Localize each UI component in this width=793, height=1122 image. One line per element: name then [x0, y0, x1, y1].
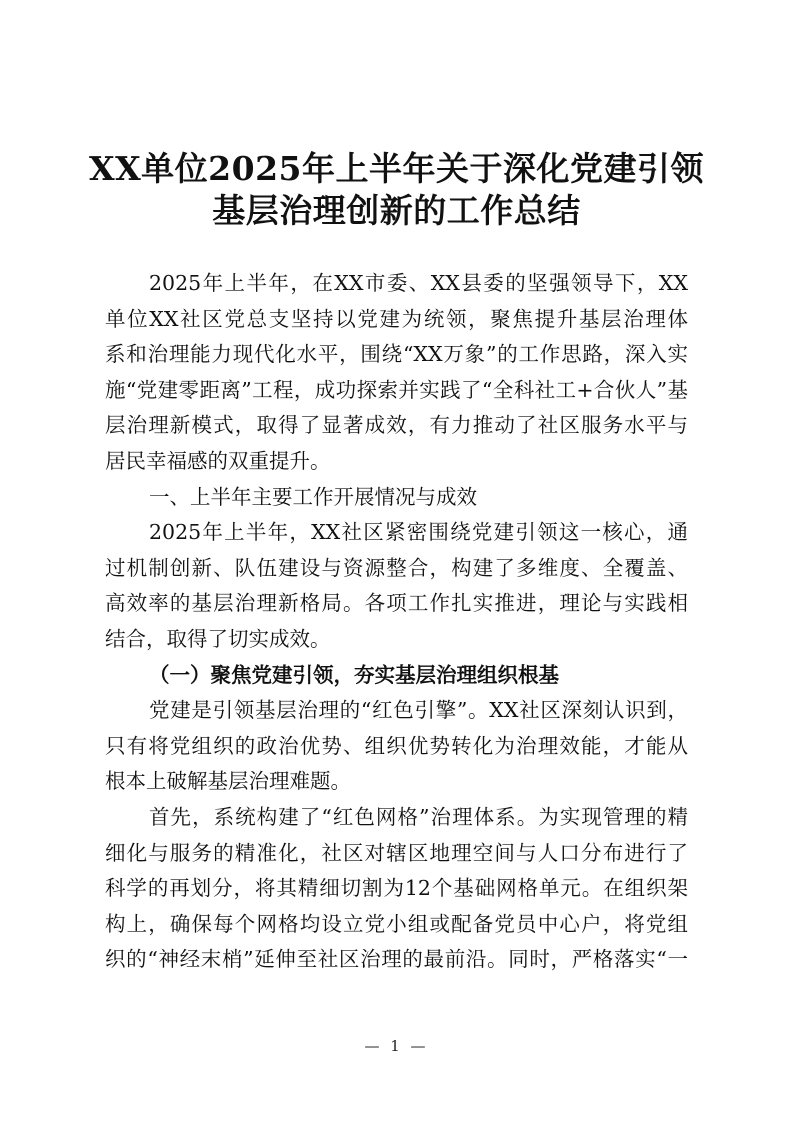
paragraph-line: 2025年上半年，XX社区紧密围绕党建引领这一核心，通 [149, 520, 688, 545]
paragraph-line: 构上，确保每个网格均设立党小组或配备党员中心户，将党组 [105, 911, 688, 936]
paragraph-line: 高效率的基层治理新格局。各项工作扎实推进，理论与实践相 [105, 591, 688, 616]
subsection-heading: （一）聚焦党建引领，夯实基层治理组织根基 [149, 662, 559, 687]
paragraph-line: 过机制创新、队伍建设与资源整合，构建了多维度、全覆盖、 [105, 555, 688, 580]
paragraph-line: 细化与服务的精准化，社区对辖区地理空间与人口分布进行了 [105, 840, 688, 865]
paragraph-line: 2025年上半年，在XX市委、XX县委的坚强领导下，XX [149, 271, 688, 295]
paragraph-line: 系和治理能力现代化水平，围绕“XX万象”的工作思路，深入实 [105, 342, 688, 367]
paragraph-line: 施“党建零距离”工程，成功探索并实践了“全科社工+合伙人”基 [105, 377, 688, 402]
document-title-line-2: 基层治理创新的工作总结 [212, 191, 581, 230]
paragraph-line: 层治理新模式，取得了显著成效，有力推动了社区服务水平与 [105, 413, 688, 438]
paragraph-line: 党建是引领基层治理的“红色引擎”。XX社区深刻认识到， [149, 698, 688, 723]
document-title-line-1: XX单位2025年上半年关于深化党建引领 [88, 149, 705, 188]
paragraph-line: 只有将党组织的政治优势、组织优势转化为治理效能，才能从 [105, 733, 688, 758]
paragraph-line: 单位XX社区党总支坚持以党建为统领，聚焦提升基层治理体 [105, 306, 688, 331]
page-number: — 1 — [364, 1037, 429, 1055]
paragraph-line: 织的“神经末梢”延伸至社区治理的最前沿。同时，严格落实“一 [105, 947, 688, 972]
paragraph-line: 科学的再划分，将其精细切割为12个基础网格单元。在组织架 [105, 876, 688, 901]
paragraph-line: 首先，系统构建了“红色网格”治理体系。为实现管理的精 [149, 804, 688, 829]
paragraph-line: 根本上破解基层治理难题。 [105, 769, 351, 794]
document-body [105, 266, 688, 978]
section-heading: 一、上半年主要工作开展情况与成效 [149, 484, 477, 509]
paragraph-line: 结合，取得了切实成效。 [105, 626, 331, 651]
paragraph-line: 居民幸福感的双重提升。 [105, 448, 331, 473]
